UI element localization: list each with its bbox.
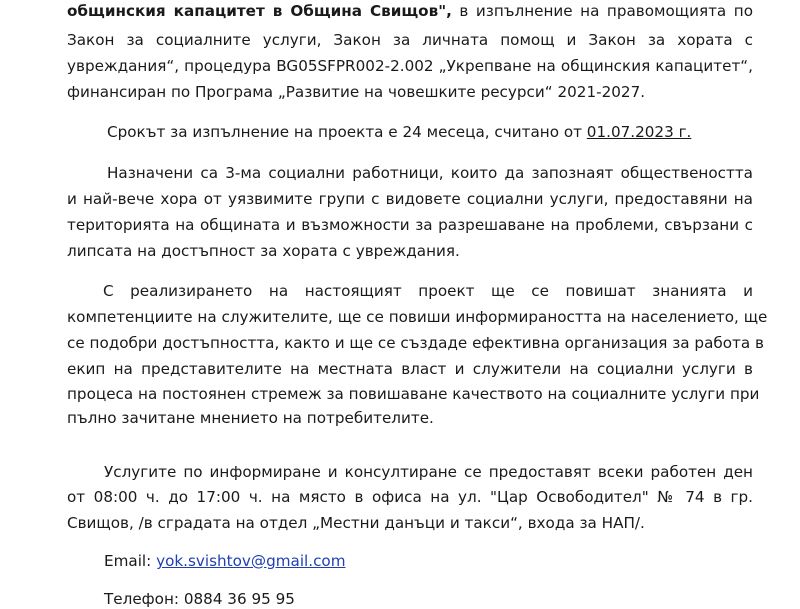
phone-number: 0884 36 95 95 xyxy=(183,590,295,608)
email-label: Email: xyxy=(104,552,157,570)
paragraph-1-line-1 xyxy=(67,1,753,21)
paragraph-5-line-2: от 08:00 ч. до 17:00 ч. на място в офиса на ул. "Цар Освободител" № 74 в гр. xyxy=(67,488,753,506)
paragraph-3-line-4: липсата на достъпност за хората с увреждания. xyxy=(67,242,460,260)
email-link[interactable]: yok.svishtov@gmail.com xyxy=(156,552,346,570)
paragraph-3-line-1: Назначени са 3-ма социални работници, които да запознаят обществеността xyxy=(107,164,753,182)
email-row xyxy=(104,551,346,571)
project-duration xyxy=(107,122,691,142)
phone-label: Телефон: xyxy=(104,590,184,608)
phone-row xyxy=(104,589,295,609)
paragraph-4-line-3: се подобри достъпността, както и ще се създаде ефективна организация за работа в xyxy=(67,334,764,352)
paragraph-1-line-2: Закон за социалните услуги, Закон за личната помощ и Закон за хората с xyxy=(67,31,753,49)
paragraph-4-line-2: компетенциите на служителите, ще се повиши информираността на населението, ще xyxy=(67,308,768,326)
paragraph-1-line-1-rest: в изпълнение на правомощията по xyxy=(451,2,753,20)
paragraph-4-line-1: С реализирането на настоящият проект ще се повишат знанията и xyxy=(103,282,753,300)
project-duration-text: Срокът за изпълнение на проекта е 24 месеца, считано от xyxy=(107,123,587,141)
paragraph-3-line-2: и най-вече хора от уязвимите групи с видовете социални услуги, предоставяни на xyxy=(67,190,753,208)
start-date: 01.07.2023 г. xyxy=(586,123,692,141)
paragraph-1-line-3: увреждания“, процедура BG05SFPR002-2.002 „Укрепване на общинския капацитет“, xyxy=(67,57,753,75)
project-name-bold: общинския капацитет в Община Свищов", xyxy=(67,2,452,20)
paragraph-4-line-4: екип на представителите на местната власт и служители на социални услуги в xyxy=(67,360,753,378)
paragraph-4-line-6: пълно зачитане мнението на потребителите. xyxy=(67,409,434,427)
paragraph-4-line-5: процеса на постоянен стремеж за повишаване качеството на социалните услуги при xyxy=(67,385,760,403)
paragraph-5-line-1: Услугите по информиране и консултиране се предоставят всеки работен ден xyxy=(104,463,753,481)
paragraph-3-line-3: територията на общината и възможности за разрешаване на проблеми, свързани с xyxy=(67,216,753,234)
paragraph-5-line-3: Свищов, /в сградата на отдел „Местни данъци и такси“, входа за НАП/. xyxy=(67,514,645,532)
paragraph-1-line-4: финансиран по Програма „Развитие на човешките ресурси“ 2021-2027. xyxy=(67,83,646,101)
